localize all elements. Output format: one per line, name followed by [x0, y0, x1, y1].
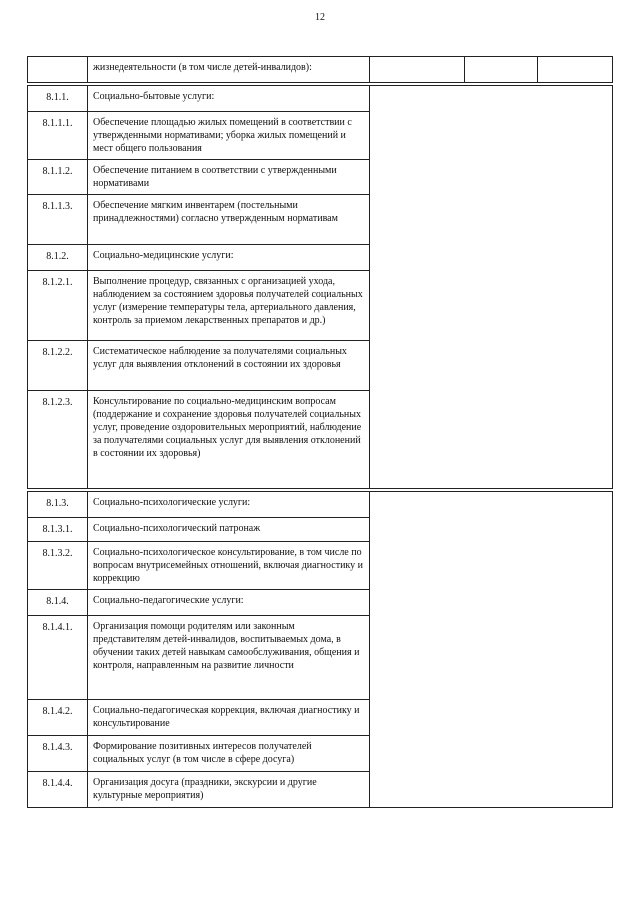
row-description: Социально-педагогическая коррекция, включая диагностику и консультирование: [88, 700, 370, 736]
row-number: 8.1.2.: [28, 245, 88, 271]
row-description: Социально-психологические услуги:: [88, 492, 370, 518]
row-description: Организация досуга (праздники, экскурсии и другие культурные мероприятия): [88, 772, 370, 808]
row-number: 8.1.2.1.: [28, 271, 88, 341]
row-number: [28, 57, 88, 83]
row-number: 8.1.4.3.: [28, 736, 88, 772]
row-number: 8.1.4.2.: [28, 700, 88, 736]
row-description: Формирование позитивных интересов получателей социальных услуг (в том числе в сфере досуга): [88, 736, 370, 772]
row-description: жизнедеятельности (в том числе детей-инвалидов):: [88, 57, 370, 83]
row-number: 8.1.1.: [28, 86, 88, 112]
merged-empty-cell: [370, 492, 613, 808]
header-row: [28, 57, 613, 83]
row-number: 8.1.3.2.: [28, 542, 88, 590]
row-number: 8.1.4.: [28, 590, 88, 616]
row-description: Консультирование по социально-медицинским вопросам (поддержание и сохранение здоровья получателей социальных услуг, проведение оздоровительных мероприятий, наблюдение за получателями социальных услуг для выявления отклонений в состоянии их здоровья): [88, 391, 370, 489]
table-row: [28, 86, 613, 112]
services-table: [27, 56, 613, 808]
row-description: Организация помощи родителям или законным представителям детей-инвалидов, воспитываемых дома, в обучении таких детей навыкам самообслуживания, общения и контроля, направленным на развитие личности: [88, 616, 370, 700]
row-number: 8.1.3.: [28, 492, 88, 518]
row-description: Социально-психологическое консультирование, в том числе по вопросам внутрисемейных отношений, включая диагностику и коррекцию: [88, 542, 370, 590]
row-description: Систематическое наблюдение за получателями социальных услуг для выявления отклонений в состоянии их здоровья: [88, 341, 370, 391]
row-number: 8.1.1.3.: [28, 195, 88, 245]
row-description: Социально-медицинские услуги:: [88, 245, 370, 271]
table-row: [28, 492, 613, 518]
row-number: 8.1.1.2.: [28, 160, 88, 195]
row-description: Социально-бытовые услуги:: [88, 86, 370, 112]
empty-cell: [370, 57, 465, 83]
row-number: 8.1.2.2.: [28, 341, 88, 391]
row-number: 8.1.1.1.: [28, 112, 88, 160]
row-number: 8.1.4.4.: [28, 772, 88, 808]
row-description: Социально-педагогические услуги:: [88, 590, 370, 616]
row-number: 8.1.4.1.: [28, 616, 88, 700]
row-description: Социально-психологический патронаж: [88, 518, 370, 542]
row-number: 8.1.3.1.: [28, 518, 88, 542]
row-description: Выполнение процедур, связанных с организацией ухода, наблюдением за состоянием здоровья получателей социальных услуг (измерение температуры тела, артериального давления, контроль за приемом лекарственных препаратов и др.): [88, 271, 370, 341]
row-number: 8.1.2.3.: [28, 391, 88, 489]
row-description: Обеспечение мягким инвентарем (постельными принадлежностями) согласно утвержденным нормативам: [88, 195, 370, 245]
row-description: Обеспечение питанием в соответствии с утвержденными нормативами: [88, 160, 370, 195]
empty-cell: [465, 57, 538, 83]
empty-cell: [538, 57, 613, 83]
row-description: Обеспечение площадью жилых помещений в соответствии с утвержденными нормативами; уборка жилых помещений и мест общего пользования: [88, 112, 370, 160]
merged-empty-cell: [370, 86, 613, 489]
page-number: 12: [315, 12, 325, 23]
